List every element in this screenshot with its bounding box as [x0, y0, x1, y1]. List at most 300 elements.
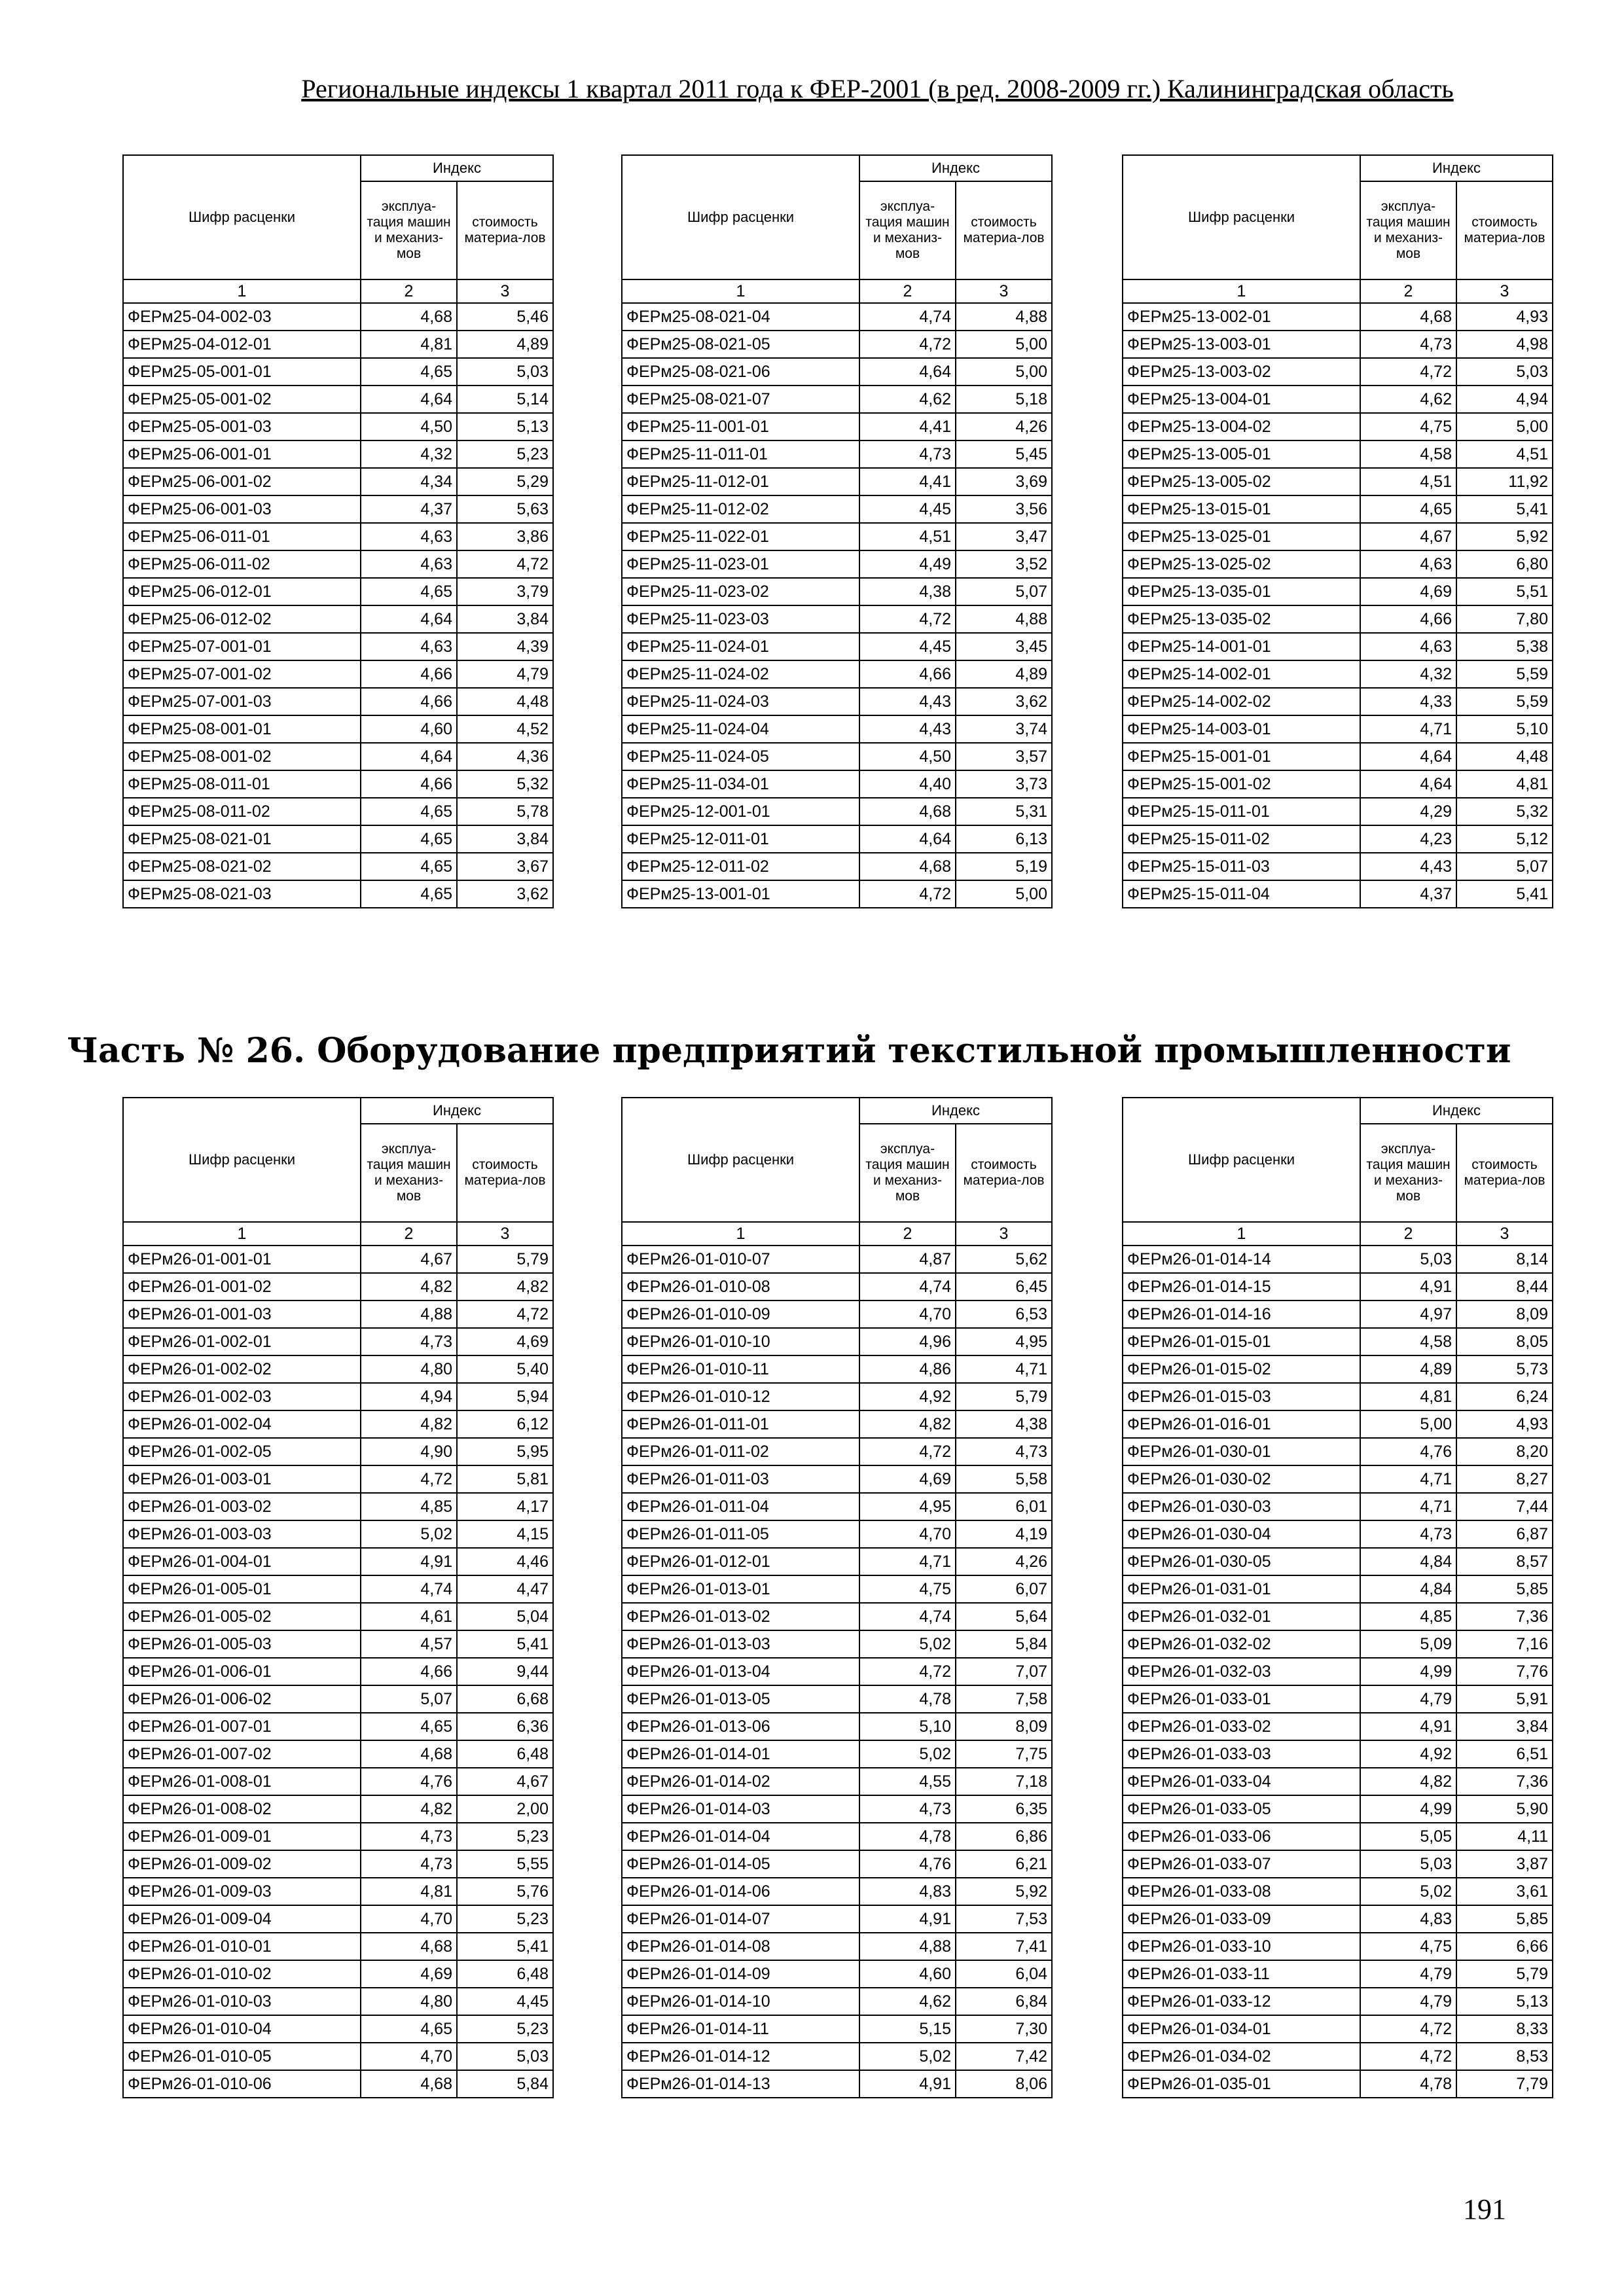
table-row: [622, 2015, 1052, 2043]
materials-index: 8,20: [1456, 1438, 1553, 1465]
materials-index: 5,92: [956, 1878, 1052, 1905]
table-row: [123, 1438, 553, 1465]
machines-index: 4,65: [361, 825, 457, 853]
machines-index: 4,80: [361, 1988, 457, 2015]
materials-index: 3,84: [457, 605, 553, 633]
materials-index: 3,69: [956, 468, 1052, 495]
rate-code: ФЕРм26-01-002-02: [123, 1355, 361, 1383]
machines-index: 4,88: [859, 1933, 956, 1960]
table-row: [1123, 743, 1553, 770]
rate-code: ФЕРм26-01-033-02: [1123, 1713, 1360, 1740]
materials-index: 3,61: [1456, 1878, 1553, 1905]
header-machines: эксплуа-тация машин и механиз-мов: [1360, 1124, 1456, 1222]
header-machines: эксплуа-тация машин и механиз-мов: [361, 1124, 457, 1222]
machines-index: 4,71: [1360, 1465, 1456, 1493]
table-row: [1123, 523, 1553, 550]
machines-index: 4,70: [859, 1300, 956, 1328]
machines-index: 4,63: [361, 550, 457, 578]
rate-code: ФЕРм25-11-034-01: [622, 770, 859, 798]
rate-code: ФЕРм26-01-013-03: [622, 1630, 859, 1658]
materials-index: 3,67: [457, 853, 553, 880]
header-materials: стоимость материа-лов: [457, 181, 553, 279]
machines-index: 4,41: [859, 468, 956, 495]
rate-code: ФЕРм26-01-011-03: [622, 1465, 859, 1493]
column-number: 2: [361, 279, 457, 303]
materials-index: 8,53: [1456, 2043, 1553, 2070]
table-row: [123, 1383, 553, 1410]
machines-index: 4,55: [859, 1768, 956, 1795]
materials-index: 5,07: [1456, 853, 1553, 880]
rate-code: ФЕРм25-13-035-01: [1123, 578, 1360, 605]
materials-index: 5,92: [1456, 523, 1553, 550]
table-row: [123, 1933, 553, 1960]
table-row: [123, 1905, 553, 1933]
header-index: Индекс: [1360, 1098, 1553, 1124]
materials-index: 5,84: [956, 1630, 1052, 1658]
materials-index: 5,29: [457, 468, 553, 495]
rate-code: ФЕРм26-01-011-02: [622, 1438, 859, 1465]
rate-code: ФЕРм25-06-001-01: [123, 440, 361, 468]
materials-index: 7,80: [1456, 605, 1553, 633]
materials-index: 5,64: [956, 1603, 1052, 1630]
machines-index: 4,70: [361, 2043, 457, 2070]
machines-index: 4,70: [859, 1520, 956, 1548]
materials-index: 4,48: [457, 688, 553, 715]
machines-index: 4,81: [361, 331, 457, 358]
materials-index: 4,72: [457, 1300, 553, 1328]
rate-code: ФЕРм26-01-033-12: [1123, 1988, 1360, 2015]
rate-code: ФЕРм25-12-001-01: [622, 798, 859, 825]
materials-index: 7,79: [1456, 2070, 1553, 2098]
table-row: [1123, 770, 1553, 798]
rate-code: ФЕРм26-01-013-02: [622, 1603, 859, 1630]
machines-index: 4,57: [361, 1630, 457, 1658]
table-row: [1123, 1988, 1553, 2015]
materials-index: 4,48: [1456, 743, 1553, 770]
rate-code: ФЕРм25-04-012-01: [123, 331, 361, 358]
rate-code: ФЕРм26-01-015-01: [1123, 1328, 1360, 1355]
machines-index: 4,69: [859, 1465, 956, 1493]
table-row: [123, 358, 553, 386]
table-row: [622, 688, 1052, 715]
machines-index: 5,02: [859, 1630, 956, 1658]
materials-index: 8,44: [1456, 1273, 1553, 1300]
materials-index: 6,24: [1456, 1383, 1553, 1410]
header-materials: стоимость материа-лов: [1456, 181, 1553, 279]
materials-index: 4,93: [1456, 303, 1553, 331]
machines-index: 4,64: [1360, 743, 1456, 770]
materials-index: 8,09: [956, 1713, 1052, 1740]
table-row: [123, 1658, 553, 1685]
table-row: [1123, 413, 1553, 440]
table-row: [622, 440, 1052, 468]
rate-code: ФЕРм26-01-013-01: [622, 1575, 859, 1603]
materials-index: 5,32: [457, 770, 553, 798]
machines-index: 4,91: [361, 1548, 457, 1575]
machines-index: 5,05: [1360, 1823, 1456, 1850]
materials-index: 4,72: [457, 550, 553, 578]
materials-index: 5,40: [457, 1355, 553, 1383]
machines-index: 4,97: [1360, 1300, 1456, 1328]
table-row: [622, 1603, 1052, 1630]
table-row: [123, 1355, 553, 1383]
rate-code: ФЕРм25-14-002-02: [1123, 688, 1360, 715]
table-row: [123, 688, 553, 715]
machines-index: 4,29: [1360, 798, 1456, 825]
table-row: [622, 1823, 1052, 1850]
materials-index: 4,67: [457, 1768, 553, 1795]
materials-index: 5,45: [956, 440, 1052, 468]
materials-index: 6,84: [956, 1988, 1052, 2015]
rate-code: ФЕРм25-11-024-03: [622, 688, 859, 715]
table-row: [1123, 633, 1553, 660]
rate-code: ФЕРм25-13-002-01: [1123, 303, 1360, 331]
table-row: [622, 1355, 1052, 1383]
materials-index: 7,44: [1456, 1493, 1553, 1520]
table-row: [622, 1300, 1052, 1328]
section-title: Часть № 26. Оборудование предприятий текстильной промышленности: [67, 1031, 1511, 1071]
rate-code: ФЕРм26-01-014-03: [622, 1795, 859, 1823]
table-row: [622, 331, 1052, 358]
rate-code: ФЕРм26-01-001-01: [123, 1246, 361, 1273]
materials-index: 4,47: [457, 1575, 553, 1603]
table-row: [622, 825, 1052, 853]
table-row: [622, 1658, 1052, 1685]
rate-code: ФЕРм25-11-023-01: [622, 550, 859, 578]
materials-index: 5,51: [1456, 578, 1553, 605]
materials-index: 4,82: [457, 1273, 553, 1300]
rate-code: ФЕРм26-01-014-16: [1123, 1300, 1360, 1328]
machines-index: 4,70: [361, 1905, 457, 1933]
rate-code: ФЕРм25-11-012-01: [622, 468, 859, 495]
machines-index: 4,85: [361, 1493, 457, 1520]
table-row: [1123, 1465, 1553, 1493]
column-number: 3: [956, 279, 1052, 303]
machines-index: 4,51: [859, 523, 956, 550]
table-row: [123, 1273, 553, 1300]
table-row: [1123, 1273, 1553, 1300]
table-row: [123, 1548, 553, 1575]
table-row: [622, 1685, 1052, 1713]
materials-index: 6,45: [956, 1273, 1052, 1300]
table-row: [1123, 1246, 1553, 1273]
rate-code: ФЕРм26-01-001-03: [123, 1300, 361, 1328]
machines-index: 4,45: [859, 633, 956, 660]
rate-code: ФЕРм26-01-014-14: [1123, 1246, 1360, 1273]
materials-index: 11,92: [1456, 468, 1553, 495]
machines-index: 5,02: [859, 1740, 956, 1768]
rate-code: ФЕРм26-01-004-01: [123, 1548, 361, 1575]
materials-index: 7,58: [956, 1685, 1052, 1713]
table-row: [622, 1273, 1052, 1300]
rate-code: ФЕРм26-01-003-02: [123, 1493, 361, 1520]
table-row: [622, 2070, 1052, 2098]
materials-index: 5,85: [1456, 1905, 1553, 1933]
rate-code: ФЕРм26-01-033-04: [1123, 1768, 1360, 1795]
table-row: [1123, 1658, 1553, 1685]
rate-code: ФЕРм25-06-001-03: [123, 495, 361, 523]
machines-index: 4,65: [361, 798, 457, 825]
rate-code: ФЕРм25-15-011-01: [1123, 798, 1360, 825]
machines-index: 5,03: [1360, 1246, 1456, 1273]
machines-index: 4,82: [361, 1410, 457, 1438]
materials-index: 6,48: [457, 1960, 553, 1988]
machines-index: 4,73: [1360, 331, 1456, 358]
materials-index: 8,57: [1456, 1548, 1553, 1575]
table-row: [622, 1246, 1052, 1273]
machines-index: 4,50: [361, 413, 457, 440]
machines-index: 4,51: [1360, 468, 1456, 495]
machines-index: 5,07: [361, 1685, 457, 1713]
rate-code: ФЕРм25-14-001-01: [1123, 633, 1360, 660]
materials-index: 8,33: [1456, 2015, 1553, 2043]
rate-code: ФЕРм25-11-012-02: [622, 495, 859, 523]
materials-index: 4,26: [956, 1548, 1052, 1575]
table-row: [123, 2070, 553, 2098]
table-row: [622, 715, 1052, 743]
table-row: [622, 1933, 1052, 1960]
column-number: 1: [123, 279, 361, 303]
materials-index: 5,03: [1456, 358, 1553, 386]
table-row: [1123, 1603, 1553, 1630]
rate-code: ФЕРм26-01-033-01: [1123, 1685, 1360, 1713]
rate-code: ФЕРм26-01-030-03: [1123, 1493, 1360, 1520]
rate-code: ФЕРм25-06-012-01: [123, 578, 361, 605]
machines-index: 4,65: [361, 1713, 457, 1740]
machines-index: 4,79: [1360, 1988, 1456, 2015]
table-row: [1123, 386, 1553, 413]
rate-code: ФЕРм26-01-003-01: [123, 1465, 361, 1493]
table-row: [1123, 1520, 1553, 1548]
machines-index: 4,82: [1360, 1768, 1456, 1795]
header-code: Шифр расценки: [622, 155, 859, 279]
table-row: [1123, 1960, 1553, 1988]
rate-code: ФЕРм26-01-033-08: [1123, 1878, 1360, 1905]
rate-code: ФЕРм26-01-009-03: [123, 1878, 361, 1905]
materials-index: 6,86: [956, 1823, 1052, 1850]
table-row: [622, 495, 1052, 523]
rate-code: ФЕРм25-07-001-01: [123, 633, 361, 660]
machines-index: 4,66: [361, 1658, 457, 1685]
materials-index: 5,41: [457, 1630, 553, 1658]
rate-code: ФЕРм25-08-021-01: [123, 825, 361, 853]
machines-index: 4,68: [361, 2070, 457, 2098]
rate-code: ФЕРм25-08-021-03: [123, 880, 361, 908]
machines-index: 5,02: [361, 1520, 457, 1548]
machines-index: 4,68: [1360, 303, 1456, 331]
rate-code: ФЕРм25-08-021-07: [622, 386, 859, 413]
rate-code: ФЕРм26-01-010-03: [123, 1988, 361, 2015]
rate-code: ФЕРм25-07-001-03: [123, 688, 361, 715]
materials-index: 5,23: [457, 2015, 553, 2043]
machines-index: 4,73: [859, 1795, 956, 1823]
machines-index: 4,72: [1360, 358, 1456, 386]
machines-index: 4,99: [1360, 1795, 1456, 1823]
table-row: [622, 1465, 1052, 1493]
materials-index: 6,13: [956, 825, 1052, 853]
rate-code: ФЕРм26-01-010-09: [622, 1300, 859, 1328]
table-row: [622, 1768, 1052, 1795]
table-row: [1123, 1713, 1553, 1740]
machines-index: 4,40: [859, 770, 956, 798]
rate-code: ФЕРм26-01-034-01: [1123, 2015, 1360, 2043]
machines-index: 4,63: [361, 523, 457, 550]
machines-index: 4,49: [859, 550, 956, 578]
column-number: 3: [1456, 1222, 1553, 1246]
materials-index: 4,38: [956, 1410, 1052, 1438]
rate-code: ФЕРм25-05-001-02: [123, 386, 361, 413]
materials-index: 3,87: [1456, 1850, 1553, 1878]
rate-code: ФЕРм25-11-001-01: [622, 413, 859, 440]
table-row: [123, 523, 553, 550]
materials-index: 6,87: [1456, 1520, 1553, 1548]
header-materials: стоимость материа-лов: [956, 181, 1052, 279]
materials-index: 6,07: [956, 1575, 1052, 1603]
materials-index: 4,93: [1456, 1410, 1553, 1438]
materials-index: 5,00: [1456, 413, 1553, 440]
materials-index: 5,12: [1456, 825, 1553, 853]
machines-index: 4,65: [361, 880, 457, 908]
table-row: [1123, 1383, 1553, 1410]
materials-index: 6,36: [457, 1713, 553, 1740]
materials-index: 4,95: [956, 1328, 1052, 1355]
header-code: Шифр расценки: [1123, 1098, 1360, 1222]
machines-index: 4,91: [859, 2070, 956, 2098]
table-row: [1123, 825, 1553, 853]
materials-index: 5,95: [457, 1438, 553, 1465]
table-row: [1123, 1685, 1553, 1713]
machines-index: 4,85: [1360, 1603, 1456, 1630]
machines-index: 4,72: [1360, 2043, 1456, 2070]
materials-index: 6,48: [457, 1740, 553, 1768]
rate-code: ФЕРм26-01-010-02: [123, 1960, 361, 1988]
machines-index: 4,83: [859, 1878, 956, 1905]
machines-index: 4,91: [1360, 1713, 1456, 1740]
table-row: [622, 605, 1052, 633]
table-row: [1123, 1328, 1553, 1355]
table-row: [1123, 1493, 1553, 1520]
rate-code: ФЕРм26-01-034-02: [1123, 2043, 1360, 2070]
materials-index: 8,09: [1456, 1300, 1553, 1328]
materials-index: 5,18: [956, 386, 1052, 413]
materials-index: 7,53: [956, 1905, 1052, 1933]
machines-index: 4,72: [859, 1658, 956, 1685]
column-number: 3: [457, 279, 553, 303]
table-row: [622, 1493, 1052, 1520]
materials-index: 7,18: [956, 1768, 1052, 1795]
machines-index: 4,79: [1360, 1685, 1456, 1713]
rate-code: ФЕРм26-01-016-01: [1123, 1410, 1360, 1438]
materials-index: 4,88: [956, 605, 1052, 633]
machines-index: 5,02: [1360, 1878, 1456, 1905]
machines-index: 4,79: [1360, 1960, 1456, 1988]
rate-code: ФЕРм26-01-010-04: [123, 2015, 361, 2043]
machines-index: 4,80: [361, 1355, 457, 1383]
rate-code: ФЕРм26-01-010-11: [622, 1355, 859, 1383]
table-row: [1123, 1933, 1553, 1960]
rate-code: ФЕРм26-01-006-01: [123, 1658, 361, 1685]
table-row: [1123, 578, 1553, 605]
machines-index: 5,15: [859, 2015, 956, 2043]
table-row: [622, 1630, 1052, 1658]
table-row: [123, 1740, 553, 1768]
materials-index: 7,75: [956, 1740, 1052, 1768]
table-row: [123, 1713, 553, 1740]
materials-index: 3,79: [457, 578, 553, 605]
materials-index: 5,41: [1456, 495, 1553, 523]
rate-code: ФЕРм26-01-014-11: [622, 2015, 859, 2043]
rate-code: ФЕРм26-01-013-05: [622, 1685, 859, 1713]
page-number: 191: [1463, 2193, 1506, 2225]
rate-code: ФЕРм26-01-005-01: [123, 1575, 361, 1603]
materials-index: 4,94: [1456, 386, 1553, 413]
table-row: [123, 1823, 553, 1850]
machines-index: 4,64: [361, 386, 457, 413]
materials-index: 5,79: [956, 1383, 1052, 1410]
rate-code: ФЕРм25-06-011-02: [123, 550, 361, 578]
machines-index: 4,83: [1360, 1905, 1456, 1933]
rate-code: ФЕРм25-08-021-05: [622, 331, 859, 358]
header-code: Шифр расценки: [123, 155, 361, 279]
table-row: [1123, 1630, 1553, 1658]
table-row: [622, 1713, 1052, 1740]
machines-index: 4,63: [1360, 550, 1456, 578]
table-row: [1123, 715, 1553, 743]
machines-index: 4,72: [859, 880, 956, 908]
machines-index: 4,72: [1360, 2015, 1456, 2043]
column-number: 3: [1456, 279, 1553, 303]
machines-index: 4,73: [361, 1328, 457, 1355]
materials-index: 5,78: [457, 798, 553, 825]
rate-code: ФЕРм25-08-011-01: [123, 770, 361, 798]
machines-index: 4,64: [361, 605, 457, 633]
table-row: [123, 743, 553, 770]
materials-index: 5,91: [1456, 1685, 1553, 1713]
rate-code: ФЕРм25-14-003-01: [1123, 715, 1360, 743]
table-row: [123, 2015, 553, 2043]
rate-code: ФЕРм26-01-005-02: [123, 1603, 361, 1630]
rate-code: ФЕРм26-01-002-04: [123, 1410, 361, 1438]
rate-code: ФЕРм25-13-035-02: [1123, 605, 1360, 633]
machines-index: 4,64: [859, 358, 956, 386]
rate-code: ФЕРм26-01-033-10: [1123, 1933, 1360, 1960]
materials-index: 5,55: [457, 1850, 553, 1878]
table-row: [622, 468, 1052, 495]
rate-code: ФЕРм26-01-014-09: [622, 1960, 859, 1988]
rate-code: ФЕРм26-01-014-15: [1123, 1273, 1360, 1300]
machines-index: 4,84: [1360, 1548, 1456, 1575]
machines-index: 4,75: [859, 1575, 956, 1603]
rate-code: ФЕРм26-01-006-02: [123, 1685, 361, 1713]
machines-index: 4,65: [361, 578, 457, 605]
materials-index: 5,62: [956, 1246, 1052, 1273]
materials-index: 4,51: [1456, 440, 1553, 468]
machines-index: 4,41: [859, 413, 956, 440]
machines-index: 4,78: [859, 1823, 956, 1850]
materials-index: 4,88: [956, 303, 1052, 331]
machines-index: 4,65: [1360, 495, 1456, 523]
table-row: [1123, 2070, 1553, 2098]
rate-code: ФЕРм25-13-004-01: [1123, 386, 1360, 413]
machines-index: 4,99: [1360, 1658, 1456, 1685]
machines-index: 5,10: [859, 1713, 956, 1740]
table-row: [622, 1740, 1052, 1768]
machines-index: 4,43: [859, 688, 956, 715]
materials-index: 3,84: [1456, 1713, 1553, 1740]
machines-index: 4,73: [859, 440, 956, 468]
materials-index: 5,32: [1456, 798, 1553, 825]
rate-code: ФЕРм26-01-015-03: [1123, 1383, 1360, 1410]
